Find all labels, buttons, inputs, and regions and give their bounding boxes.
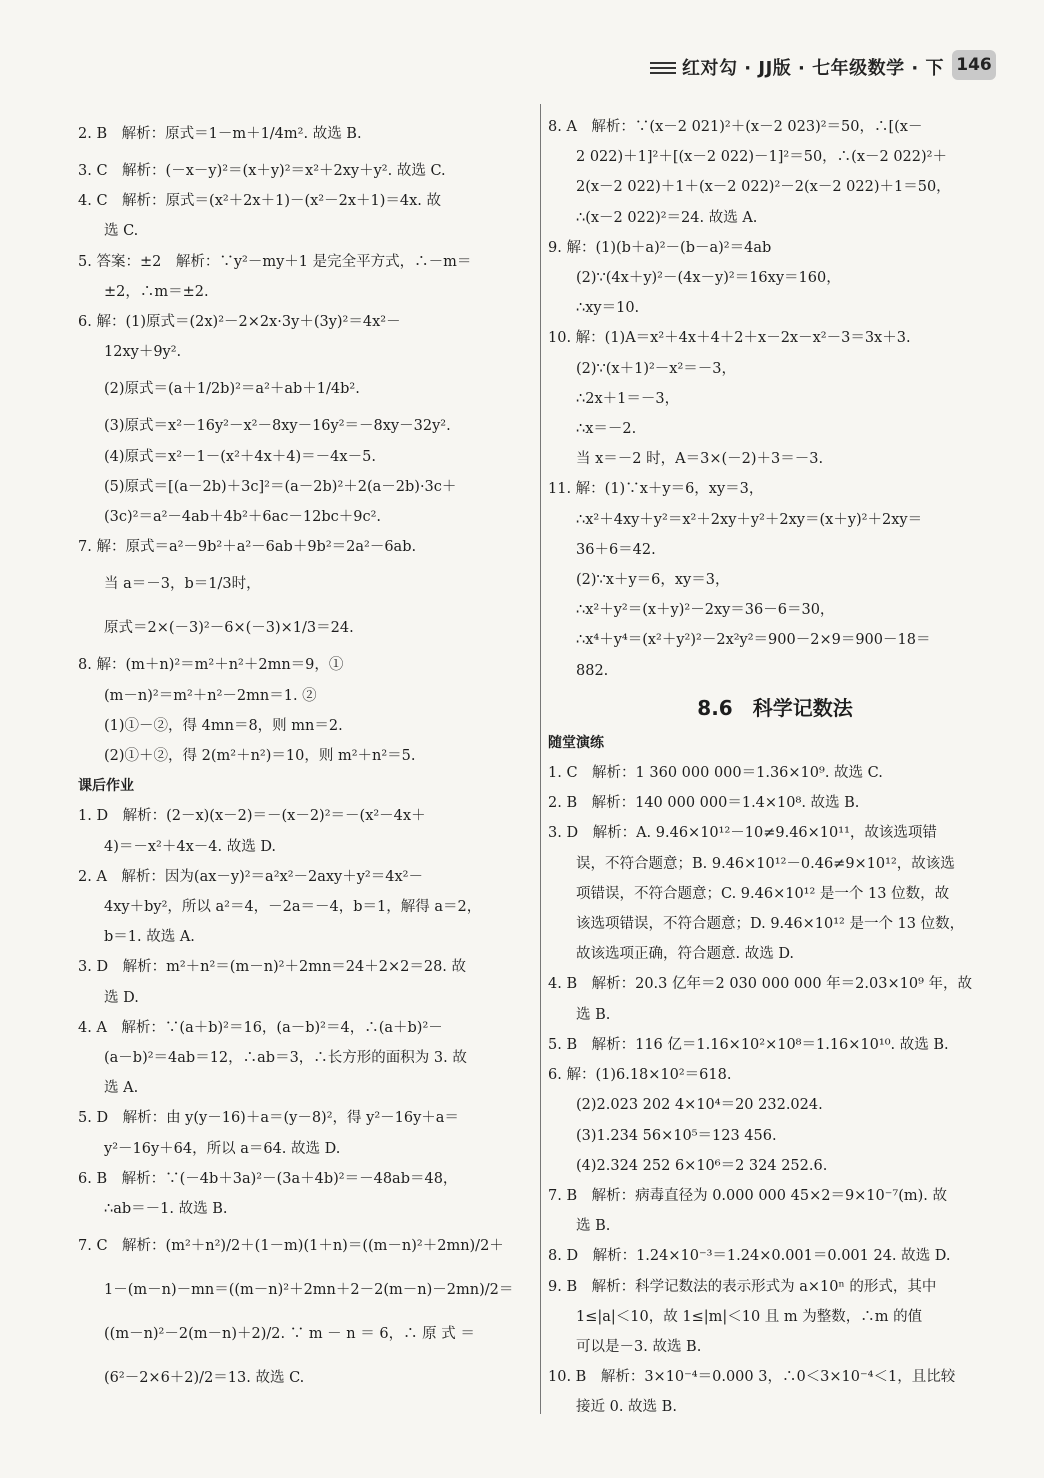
answer-line: 2(x－2 022)＋1＋(x－2 022)²－2(x－2 022)＋1＝50， [576, 179, 951, 196]
answer-line: 10. 解：(1)A＝x²＋4x＋4＋2＋x－2x－x²－3＝3x＋3. [548, 330, 911, 347]
answer-line: 7. B 解析：病毒直径为 0.000 000 45×2＝9×10⁻⁷(m). 故 [548, 1187, 948, 1204]
answer-line: (6²－2×6＋2)/2＝13. 故选 C. [104, 1370, 305, 1387]
answer-line: 10. B 解析：3×10⁻⁴＝0.000 3，∴0＜3×10⁻⁴＜1，且比较 [548, 1369, 956, 1386]
answer-line: 8. D 解析：1.24×10⁻³＝1.24×0.001＝0.001 24. 故选 D. [548, 1248, 951, 1265]
answer-line: 5. 答案：±2 解析：∵y²－my＋1 是完全平方式，∴－m＝ [78, 253, 472, 270]
answer-line: 接近 0. 故选 B. [576, 1399, 677, 1416]
answer-line: 6. 解：(1)6.18×10²＝618. [548, 1067, 732, 1084]
answer-line: 5. B 解析：116 亿＝1.16×10²×10⁸＝1.16×10¹⁰. 故选 B. [548, 1036, 949, 1053]
answer-line: 3. D 解析：m²＋n²＝(m－n)²＋2mn＝24＋2×2＝28. 故 [78, 959, 467, 976]
answer-line: ∴2x＋1＝－3， [576, 390, 680, 407]
answer-line: 7. 解：原式＝a²－9b²＋a²－6ab＋9b²＝2a²－6ab. [78, 539, 417, 556]
answer-line: 当 x＝－2 时，A＝3×(－2)＋3＝－3. [576, 451, 824, 468]
answer-line: (2)原式＝(a＋1/2b)²＝a²＋ab＋1/4b². [104, 381, 360, 398]
answer-line: 故该选项正确，符合题意. 故选 D. [576, 946, 795, 963]
section-heading: 课后作业 [78, 778, 134, 795]
answer-line: b＝1. 故选 A. [104, 929, 195, 946]
answer-line: ∴x⁴＋y⁴＝(x²＋y²)²－2x²y²＝900－2×9＝900－18＝ [576, 632, 931, 649]
answer-line: ∴x²＋4xy＋y²＝x²＋2xy＋y²＋2xy＝(x＋y)²＋2xy＝ [576, 511, 923, 528]
answer-line: 4. C 解析：原式＝(x²＋2x＋1)－(x²－2x＋1)＝4x. 故 [78, 193, 442, 210]
book-title: 红对勾 · JJ版 · 七年级数学 · 下 [682, 58, 945, 79]
answer-line: 36＋6＝42. [576, 541, 656, 558]
answer-line: 选 A. [104, 1080, 139, 1097]
answer-line: 2 022)＋1]²＋[(x－2 022)－1]²＝50，∴(x－2 022)²＋ [576, 149, 947, 166]
answer-line: 原式＝2×(－3)²－6×(－3)×1/3＝24. [104, 620, 354, 637]
answer-line: ±2，∴m＝±2. [104, 283, 209, 300]
answer-line: 6. 解：(1)原式＝(2x)²－2×2x·3y＋(3y)²＝4x²－ [78, 314, 401, 331]
answer-line: (4)2.324 252 6×10⁶＝2 324 252.6. [576, 1157, 828, 1174]
answer-line: (m－n)²＝m²＋n²－2mn＝1. ② [104, 687, 317, 704]
answer-line: 当 a＝－3，b＝1/3时， [104, 576, 261, 593]
answer-line: 1－(m－n)－mn＝((m－n)²＋2mn＋2－2(m－n)－2mn)/2＝ [104, 1282, 514, 1299]
answer-line: 4. A 解析：∵(a＋b)²＝16，(a－b)²＝4，∴(a＋b)²－ [78, 1019, 443, 1036]
right-column [548, 112, 1002, 1423]
answer-line: (5)原式＝[(a－2b)＋3c]²＝(a－2b)²＋2(a－2b)·3c＋ [104, 478, 457, 495]
page-number: 146 [952, 50, 996, 80]
answer-line: y²－16y＋64，所以 a＝64. 故选 D. [104, 1140, 341, 1157]
answer-line: (2)①＋②，得 2(m²＋n²)＝10，则 m²＋n²＝5. [104, 748, 416, 765]
header-lines-icon [650, 62, 676, 76]
answer-line: 可以是－3. 故选 B. [576, 1338, 702, 1355]
answer-line: 项错误，不符合题意；C. 9.46×10¹² 是一个 13 位数，故 [576, 885, 950, 902]
answer-line: (a－b)²＝4ab＝12，∴ab＝3，∴长方形的面积为 3. 故 [104, 1050, 467, 1067]
answer-line: 误，不符合题意；B. 9.46×10¹²－0.46≠9×10¹²，故该选 [576, 855, 955, 872]
answer-line: (3)原式＝x²－16y²－x²－8xy－16y²＝－8xy－32y². [104, 418, 451, 435]
answer-line: (1)①－②，得 4mn＝8，则 mn＝2. [104, 717, 343, 734]
answer-line: ∴ab＝－1. 故选 B. [104, 1201, 228, 1218]
section-heading: 随堂演练 [548, 734, 604, 751]
answer-line: ∴xy＝10. [576, 300, 640, 317]
answer-line: 3. C 解析：(－x－y)²＝(x＋y)²＝x²＋2xy＋y². 故选 C. [78, 163, 446, 179]
answer-line: 选 B. [576, 1006, 611, 1023]
answer-line: 9. 解：(1)(b＋a)²－(b－a)²＝4ab [548, 239, 772, 256]
answer-line: (2)∵x＋y＝6，xy＝3， [576, 572, 730, 589]
answer-line: 6. B 解析：∵(－4b＋3a)²－(3a＋4b)²＝－48ab＝48， [78, 1170, 458, 1187]
answer-line: 8. A 解析：∵(x－2 021)²＋(x－2 023)²＝50，∴[(x－ [548, 119, 923, 135]
answer-line: 3. D 解析：A. 9.46×10¹²－10≠9.46×10¹¹，故该选项错 [548, 825, 937, 842]
answer-line: 1. C 解析：1 360 000 000＝1.36×10⁹. 故选 C. [548, 765, 883, 782]
answer-line: 7. C 解析：(m²＋n²)/2＋(1－m)(1＋n)＝((m－n)²＋2mn)/2＋ [78, 1238, 504, 1255]
answer-line: 1. D 解析：(2－x)(x－2)＝－(x－2)²＝－(x²－4x＋ [78, 808, 426, 825]
answer-line: 4xy＋by²，所以 a²＝4，－2a＝－4，b＝1，解得 a＝2， [104, 899, 482, 916]
answer-line: (3c)²＝a²－4ab＋4b²＋6ac－12bc＋9c². [104, 509, 382, 526]
answer-line: 4. B 解析：20.3 亿年＝2 030 000 000 年＝2.03×10⁹ 年，故 [548, 976, 972, 993]
answer-line: 9. B 解析：科学记数法的表示形式为 a×10ⁿ 的形式，其中 [548, 1278, 937, 1295]
column-divider [540, 104, 541, 1414]
answer-line: (3)1.234 56×10⁵＝123 456. [576, 1127, 777, 1144]
left-column [78, 112, 532, 1400]
answer-line: 2. A 解析：因为(ax－y)²＝a²x²－2axy＋y²＝4x²－ [78, 868, 423, 885]
answer-line: 8. 解：(m＋n)²＝m²＋n²＋2mn＝9，① [78, 657, 344, 674]
page-header [0, 52, 1044, 86]
answer-line: 2. B 解析：原式＝1－m＋1/4m². 故选 B. [78, 126, 362, 142]
answer-line: 选 B. [576, 1218, 611, 1235]
answer-line: 选 D. [104, 989, 139, 1006]
answer-line: (4)原式＝x²－1－(x²＋4x＋4)＝－4x－5. [104, 448, 376, 465]
answer-line: 该选项错误，不符合题意；D. 9.46×10¹² 是一个 13 位数， [576, 916, 965, 933]
answer-line: (2)∵(x＋1)²－x²＝－3， [576, 360, 737, 377]
answer-line: ∴x²＋y²＝(x＋y)²－2xy＝36－6＝30， [576, 602, 835, 619]
answer-line: (2)∵(4x＋y)²－(4x－y)²＝16xy＝160， [576, 270, 841, 287]
answer-line: 1≤|a|＜10，故 1≤|m|＜10 且 m 为整数，∴m 的值 [576, 1308, 923, 1325]
answer-line: 4)＝－x²＋4x－4. 故选 D. [104, 838, 277, 855]
answer-line: ∴(x－2 022)²＝24. 故选 A. [576, 209, 758, 226]
answer-line: 2. B 解析：140 000 000＝1.4×10⁸. 故选 B. [548, 795, 860, 812]
answer-line: 12xy＋9y². [104, 344, 182, 361]
answer-line: 11. 解：(1)∵x＋y＝6，xy＝3， [548, 481, 764, 498]
answer-line: 选 C. [104, 223, 139, 240]
answer-line: 5. D 解析：由 y(y－16)＋a＝(y－8)²，得 y²－16y＋a＝ [78, 1110, 459, 1127]
answer-line: ((m－n)²－2(m－n)＋2)/2. ∵ m － n ＝ 6，∴ 原 式 ＝ [104, 1326, 475, 1343]
answer-line: ∴x＝－2. [576, 421, 637, 438]
answer-line: 882. [576, 662, 609, 679]
section-title: 8.6 科学记数法 [697, 695, 853, 720]
answer-line: (2)2.023 202 4×10⁴＝20 232.024. [576, 1097, 823, 1114]
